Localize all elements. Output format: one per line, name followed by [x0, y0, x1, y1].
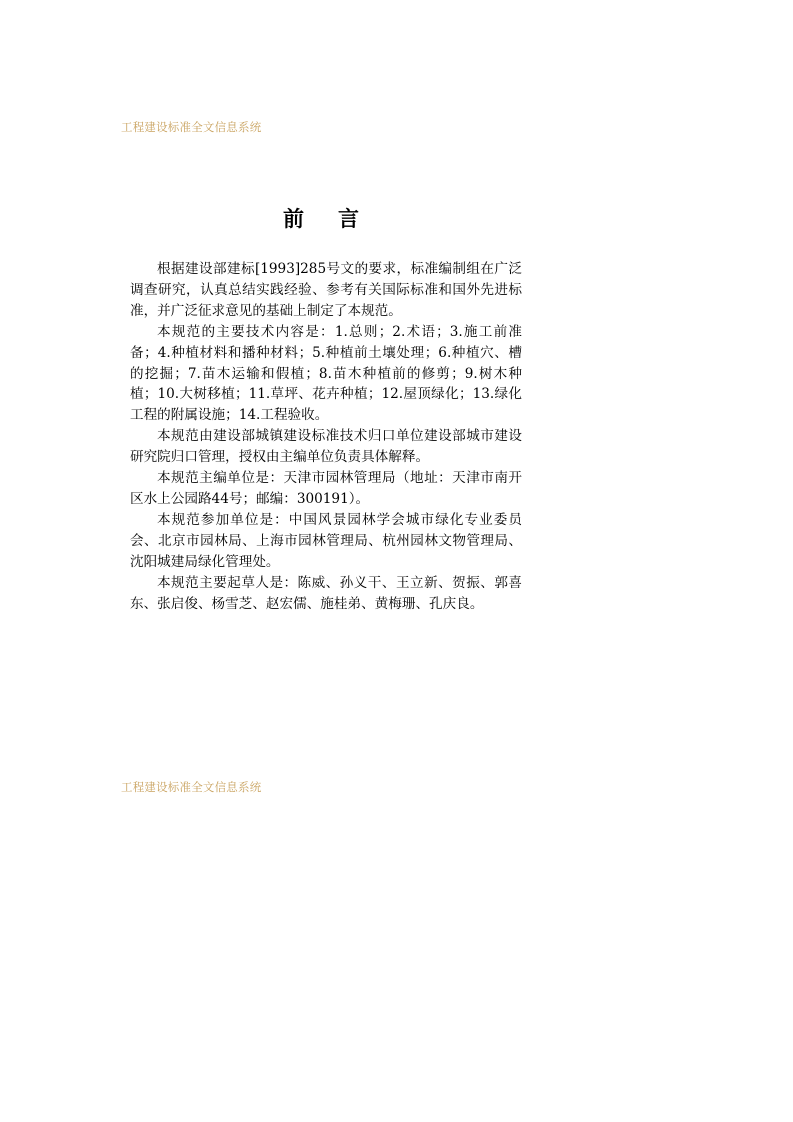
paragraph-6: 本规范主要起草人是：陈威、孙义干、王立新、贺振、郭喜东、张启俊、杨雪芝、赵宏儒、施桂弟、黄梅珊、孔庆良。	[130, 574, 522, 612]
header-watermark: 工程建设标准全文信息系统	[121, 120, 262, 134]
page-title	[283, 203, 359, 233]
paragraph-2: 本规范的主要技术内容是：1.总则；2.术语；3.施工前准备；4.种植材料和播种材料；5.种植前土壤处理；6.种植穴、槽的挖掘；7.苗木运输和假植；8.苗木种植前的修剪；9.树木种植；10.大树移植；11.草坪、花卉种植；12.屋顶绿化；13.绿化工程的附属设施；14.工程验收。	[130, 323, 522, 424]
paragraph-1: 根据建设部建标[1993]285号文的要求，标准编制组在广泛调查研究，认真总结实践经验、参考有关国际标准和国外先进标准，并广泛征求意见的基础上制定了本规范。	[130, 261, 522, 319]
title-char-1: 前	[283, 207, 304, 231]
paragraph-4: 本规范主编单位是：天津市园林管理局（地址：天津市南开区水上公园路44号；邮编：300191）。	[130, 470, 522, 507]
preface-body	[130, 259, 522, 614]
footer-watermark: 工程建设标准全文信息系统	[121, 780, 262, 794]
title-char-2: 言	[338, 207, 359, 231]
paragraph-5: 本规范参加单位是：中国风景园林学会城市绿化专业委员会、北京市园林局、上海市园林管理局、杭州园林文物管理局、沈阳城建局绿化管理处。	[130, 511, 522, 570]
paragraph-3: 本规范由建设部城镇建设标准技术归口单位建设部城市建设研究院归口管理，授权由主编单位负责具体解释。	[130, 428, 522, 466]
